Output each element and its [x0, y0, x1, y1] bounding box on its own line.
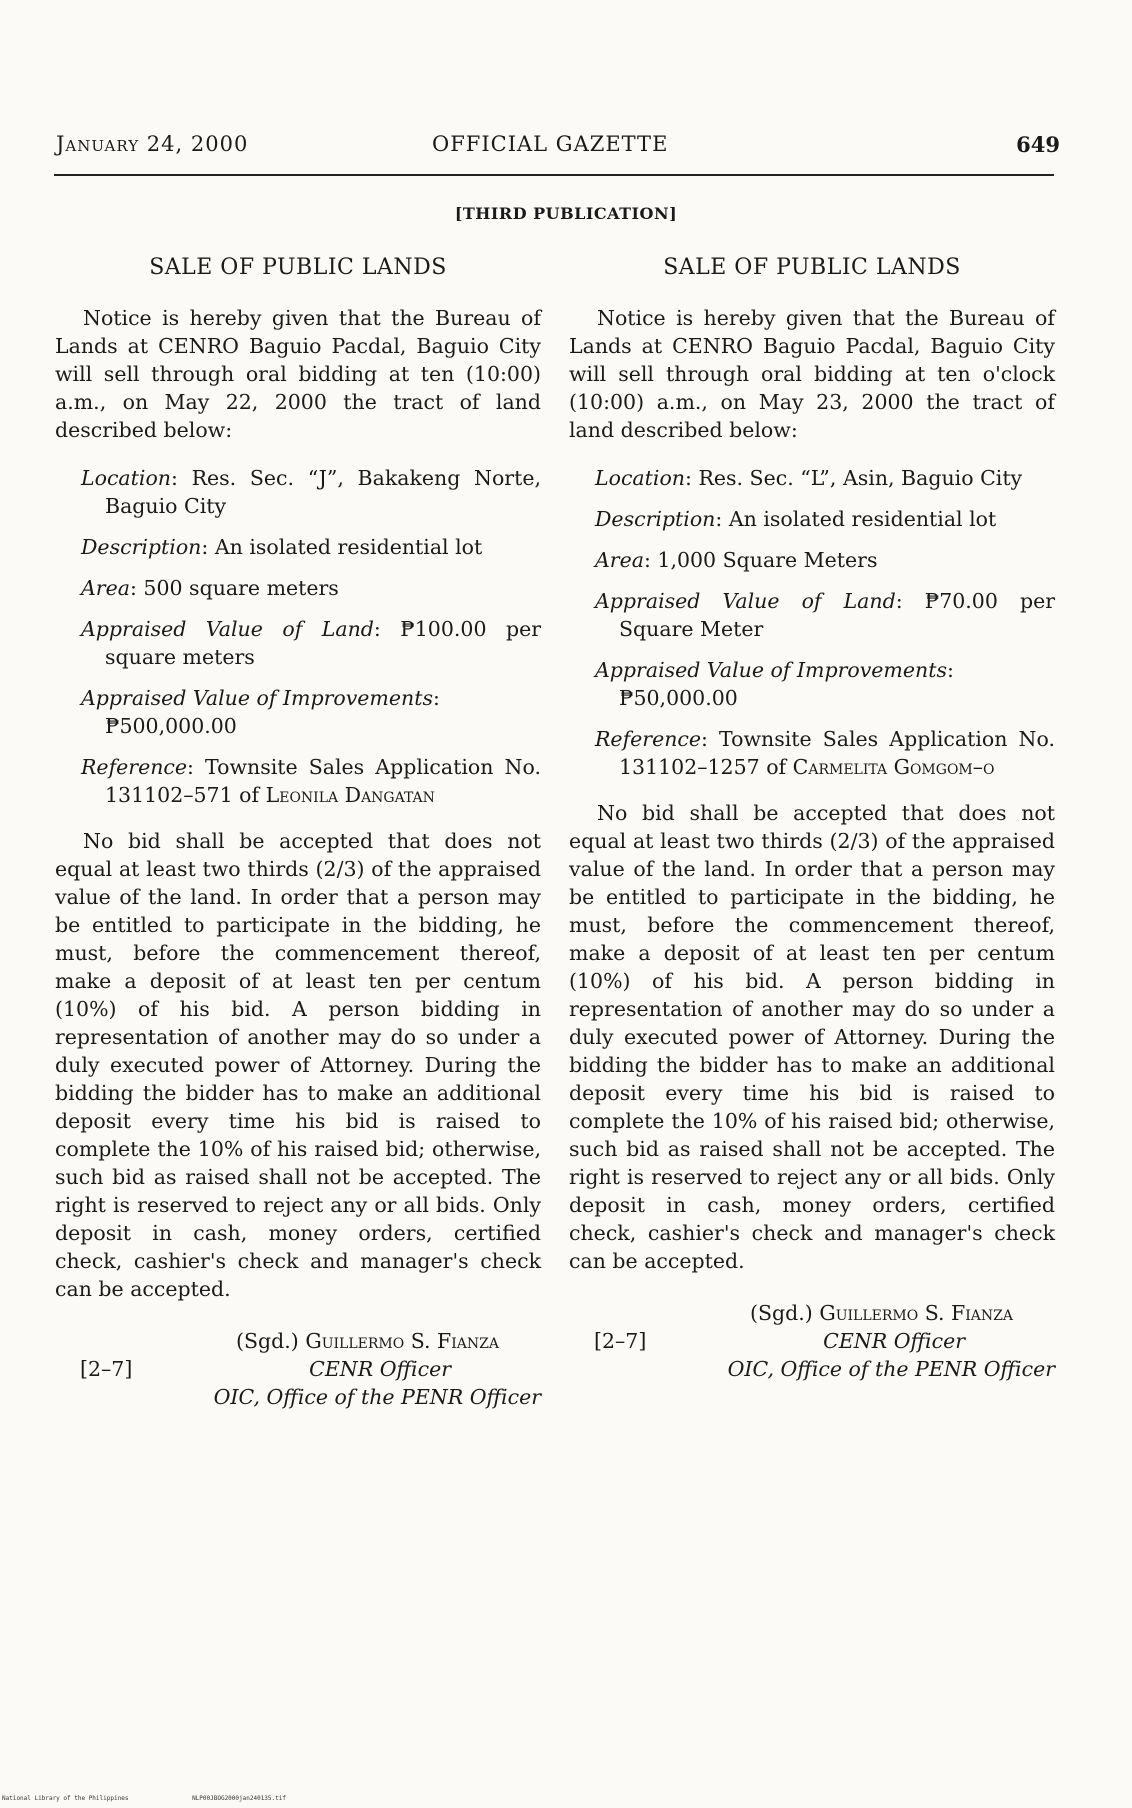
location-label: Location	[81, 466, 171, 490]
signatory-title: CENR Officer	[823, 1329, 965, 1353]
land-details	[55, 464, 541, 809]
land-value-label: Appraised Value of Land	[595, 589, 896, 613]
area-label: Area	[81, 576, 130, 600]
land-value-item: Appraised Value of Land: ₱100.00 per square meters	[81, 617, 541, 669]
signature-block	[569, 1299, 1055, 1395]
reference-value: Townsite Sales Application No. 131102–571 of	[105, 755, 541, 807]
applicant-name: Carmelita Gomgom–o	[792, 755, 995, 779]
publication-dates: [2–7]	[80, 1357, 133, 1381]
applicant-name: Leonila Dangatan	[265, 783, 435, 807]
improvements-value: ₱50,000.00	[619, 686, 738, 710]
notice-intro: Notice is hereby given that the Bureau of Lands at CENRO Baguio Pacdal, Baguio City will sell through oral bidding at ten (10:00) a.m., on May 22, 2000 the tract of land described below:	[55, 306, 541, 442]
location-label: Location	[595, 466, 685, 490]
notice-right	[569, 254, 1055, 1395]
notice-heading: SALE OF PUBLIC LANDS	[663, 255, 961, 280]
reference-item: Reference: Townsite Sales Application No. 131102–571 of Leonila Dangatan	[81, 755, 541, 807]
sgd-mark: (Sgd.)	[749, 1301, 813, 1325]
description-value: An isolated residential lot	[728, 507, 997, 531]
land-details	[569, 464, 1055, 781]
location-value: Res. Sec. “L”, Asin, Baguio City	[698, 466, 1023, 490]
area-item: Area: 500 square meters	[81, 576, 339, 600]
publication-dates: [2–7]	[594, 1329, 647, 1353]
signatory-name: Guillermo S. Fianza	[819, 1301, 1013, 1325]
land-value-label: Appraised Value of Land	[81, 617, 374, 641]
notice-left	[55, 254, 541, 1423]
area-value: 500 square meters	[143, 576, 339, 600]
notice-body: No bid shall be accepted that does not equal at least two thirds (2/3) of the appraised value of the land. In order that a person may be entitled to participate in the bidding, he must, before the commencement thereof, make a deposit of at least ten per centum (10%) of his bid. A person bidding in representation of another may do so under a duly executed power of Attorney. During the bidding the bidder has to make an additional deposit every time his bid is raised to complete the 10% of his raised bid; otherwise, such bid as raised shall not be accepted. The right is reserved to reject any or all bids. Only deposit in cash, money orders, certified check, cashier's check and manager's check can be accepted.	[569, 801, 1055, 1273]
reference-label: Reference	[595, 727, 702, 751]
notice-intro: Notice is hereby given that the Bureau of Lands at CENRO Baguio Pacdal, Baguio City will sell through oral bidding at ten o'clock (10:00) a.m., on May 23, 2000 the tract of land described below:	[569, 306, 1055, 442]
signatory-title: CENR Officer	[309, 1357, 451, 1381]
improvements-item: Appraised Value of Improvements: ₱500,000.00	[81, 686, 440, 738]
improvements-value: ₱500,000.00	[105, 714, 237, 738]
description-item: Description: An isolated residential lot	[81, 535, 483, 559]
improvements-item: Appraised Value of Improvements: ₱50,000.00	[595, 658, 954, 710]
reference-label: Reference	[81, 755, 188, 779]
publication-tag: [THIRD PUBLICATION]	[454, 204, 678, 223]
location-item: Location: Res. Sec. “L”, Asin, Baguio City	[595, 466, 1023, 490]
land-value-item: Appraised Value of Land: ₱70.00 per Square Meter	[595, 589, 1056, 641]
sgd-mark: (Sgd.)	[235, 1329, 299, 1353]
improvements-label: Appraised Value of Improvements	[81, 686, 433, 710]
description-label: Description	[595, 507, 716, 531]
signatory-office: OIC, Office of the PENR Officer	[213, 1385, 541, 1409]
signatory-line	[569, 1299, 1055, 1327]
publication-title: OFFICIAL GAZETTE	[432, 132, 669, 156]
page-number: 649	[1016, 132, 1060, 157]
area-item: Area: 1,000 Square Meters	[595, 548, 878, 572]
description-value: An isolated residential lot	[214, 535, 483, 559]
description-item: Description: An isolated residential lot	[595, 507, 997, 531]
scan-footer	[2, 1795, 346, 1802]
description-label: Description	[81, 535, 202, 559]
page-header	[56, 132, 1060, 162]
land-value: ₱100.00 per square meters	[105, 617, 541, 669]
location-value: Res. Sec. “J”, Bakakeng Norte, Baguio City	[105, 466, 541, 518]
improvements-label: Appraised Value of Improvements	[595, 658, 947, 682]
area-label: Area	[595, 548, 644, 572]
location-item: Location: Res. Sec. “J”, Bakakeng Norte, Baguio City	[81, 466, 541, 518]
notice-body: No bid shall be accepted that does not equal at least two thirds (2/3) of the appraised value of the land. In order that a person may be entitled to participate in the bidding, he must, before the commencement thereof, make a deposit of at least ten per centum (10%) of his bid. A person bidding in representation of another may do so under a duly executed power of Attorney. During the bidding the bidder has to make an additional deposit every time his bid is raised to complete the 10% of his raised bid; otherwise, such bid as raised shall not be accepted. The right is reserved to reject any or all bids. Only deposit in cash, money orders, certified check, cashier's check and manager's check can be accepted.	[55, 829, 541, 1301]
signatory-office: OIC, Office of the PENR Officer	[727, 1357, 1055, 1381]
signatory-line	[55, 1327, 541, 1355]
header-rule	[54, 174, 1054, 176]
notice-heading: SALE OF PUBLIC LANDS	[149, 255, 447, 280]
signature-block	[55, 1327, 541, 1423]
area-value: 1,000 Square Meters	[657, 548, 878, 572]
library-credit: National Library of the Philippines	[2, 1795, 129, 1802]
issue-date: January 24, 2000	[56, 132, 249, 156]
scan-filename: NLP00JBOG2000jan240135.tif	[192, 1795, 286, 1802]
reference-value: Townsite Sales Application No. 131102–1257 of	[619, 727, 1055, 779]
signatory-name: Guillermo S. Fianza	[305, 1329, 499, 1353]
land-value: ₱70.00 per Square Meter	[619, 589, 1056, 641]
reference-item: Reference: Townsite Sales Application No. 131102–1257 of Carmelita Gomgom–o	[595, 727, 1055, 779]
